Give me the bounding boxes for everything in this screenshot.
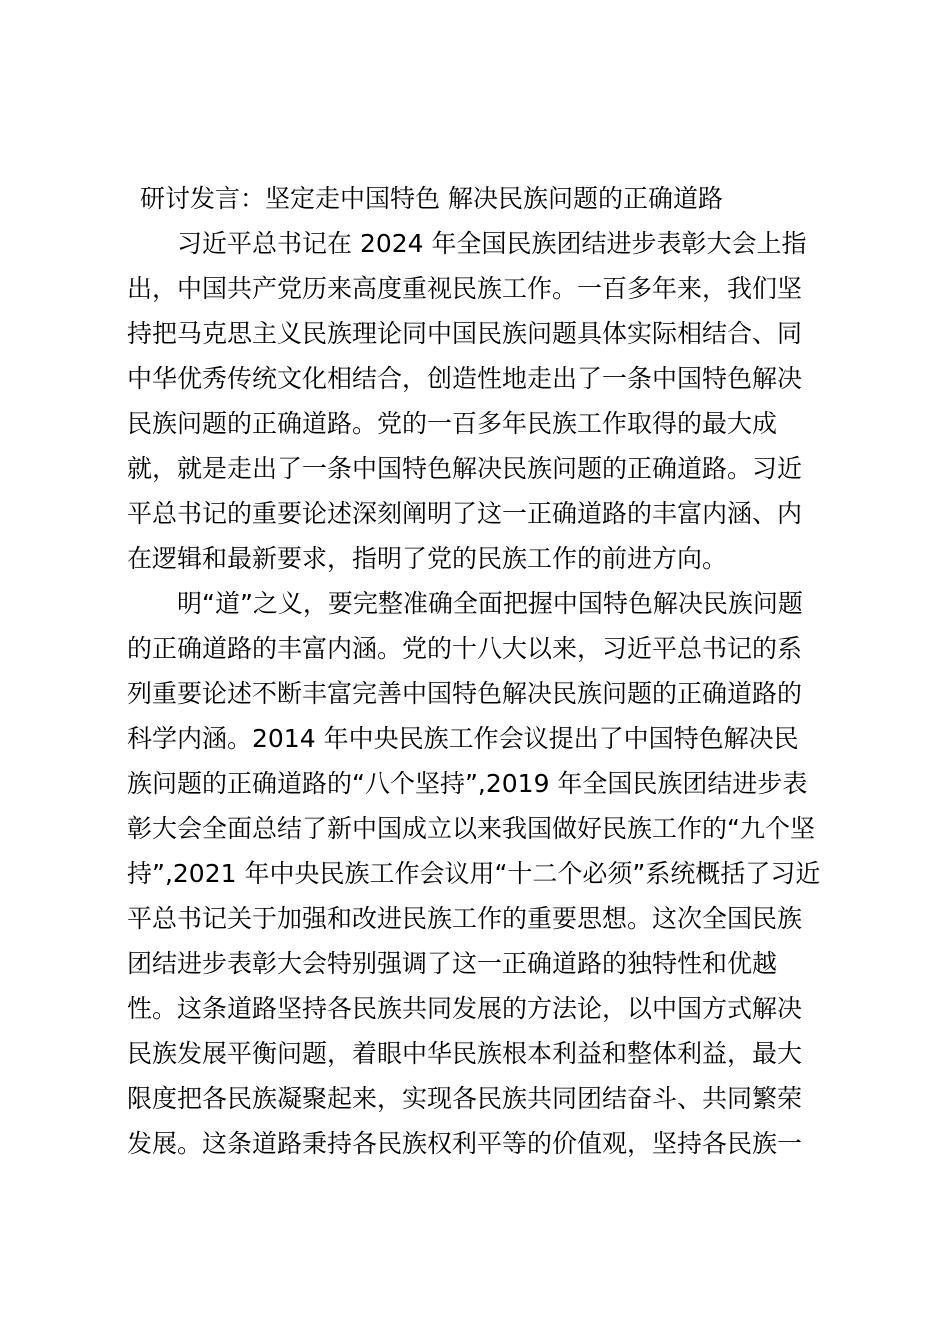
body-line: 列重要论述不断丰富完善中国特色解决民族问题的正确道路的	[127, 679, 803, 708]
body-line: 发展。这条道路秉持各民族权利平等的价值观，坚持各民族一	[127, 1129, 803, 1158]
body-line: 性。这条道路坚持各民族共同发展的方法论，以中国方式解决	[127, 994, 803, 1023]
body-line: 的正确道路的丰富内涵。党的十八大以来，习近平总书记的系	[127, 634, 803, 663]
body-line: 中华优秀传统文化相结合，创造性地走出了一条中国特色解决	[127, 364, 803, 393]
body-line: 民族问题的正确道路。党的一百多年民族工作取得的最大成	[127, 409, 778, 438]
body-line: 就，就是走出了一条中国特色解决民族问题的正确道路。习近	[127, 454, 803, 483]
body-line: 科学内涵。2014 年中央民族工作会议提出了中国特色解决民	[127, 724, 799, 753]
body-line: 习近平总书记在 2024 年全国民族团结进步表彰大会上指	[127, 229, 807, 258]
body-line: 出，中国共产党历来高度重视民族工作。一百多年来，我们坚	[127, 274, 803, 303]
body-line: 持”,2021 年中央民族工作会议用“十二个必须”系统概括了习近	[127, 859, 821, 888]
body-line: 平总书记的重要论述深刻阐明了这一正确道路的丰富内涵、内	[127, 499, 803, 528]
body-line: 民族发展平衡问题，着眼中华民族根本利益和整体利益，最大	[127, 1039, 803, 1068]
body-line: 平总书记关于加强和改进民族工作的重要思想。这次全国民族	[127, 904, 803, 933]
body-line: 团结进步表彰大会特别强调了这一正确道路的独特性和优越	[127, 949, 778, 978]
body-line: 族问题的正确道路的“八个坚持”,2019 年全国民族团结进步表	[127, 769, 808, 798]
body-line: 持把马克思主义民族理论同中国民族问题具体实际相结合、同	[127, 319, 803, 348]
body-line: 明“道”之义，要完整准确全面把握中国特色解决民族问题	[127, 589, 803, 618]
body-line: 限度把各民族凝聚起来，实现各民族共同团结奋斗、共同繁荣	[127, 1084, 803, 1113]
document-title: 研讨发言：坚定走中国特色 解决民族问题的正确道路	[140, 184, 723, 213]
body-line: 在逻辑和最新要求，指明了党的民族工作的前进方向。	[127, 544, 728, 573]
body-line: 彰大会全面总结了新中国成立以来我国做好民族工作的“九个坚	[127, 814, 815, 843]
